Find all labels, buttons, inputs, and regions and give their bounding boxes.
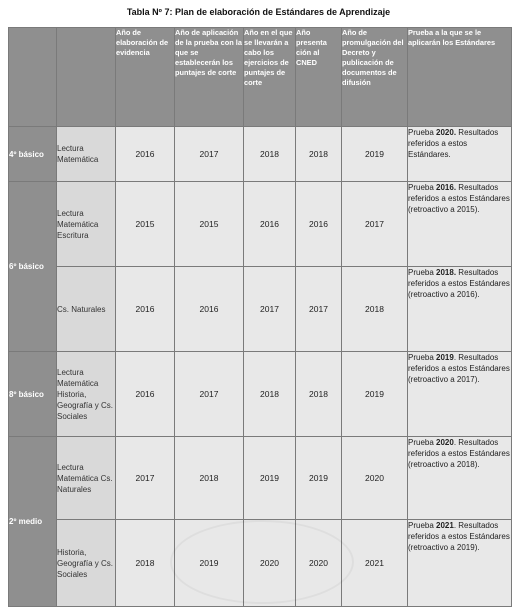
table-row — [9, 437, 512, 520]
cned-year-cell: 2016 — [296, 182, 342, 267]
cutoff-year-cell: 2020 — [244, 520, 296, 607]
applied-test-cell — [408, 437, 512, 520]
table-row — [9, 267, 512, 352]
note-prefix: Prueba — [408, 128, 437, 137]
grade-cell: 6º básico — [9, 182, 57, 352]
note-year: 2021 — [436, 521, 454, 530]
header-cell-cned-year: Año presenta ción al CNED — [296, 28, 342, 127]
cutoff-year-cell: 2018 — [244, 352, 296, 437]
applied-test-cell — [408, 182, 512, 267]
cutoff-year-cell: 2017 — [244, 267, 296, 352]
evidence-year-cell: 2016 — [116, 127, 175, 182]
subject-cell: Historia, Geografía y Cs. Sociales — [57, 520, 116, 607]
note-prefix: Prueba — [408, 521, 437, 530]
decree-year-cell: 2019 — [342, 352, 408, 437]
header-cell-decree-year: Año de promulgación del Decreto y publicación de documentos de difusión — [342, 28, 408, 127]
header-row — [9, 28, 512, 127]
cned-year-cell: 2019 — [296, 437, 342, 520]
note-suffix: Resultados referidos a estos Estándares (retroactivo a 2015). — [408, 183, 510, 214]
header-cell-applied-test: Prueba a la que se le aplicarán los Estándares — [408, 28, 512, 127]
decree-year-cell: 2020 — [342, 437, 408, 520]
grade-cell: 2º medio — [9, 437, 57, 607]
applied-test-cell — [408, 127, 512, 182]
grade-cell: 4º básico — [9, 127, 57, 182]
subject-cell: Lectura Matemática Cs. Naturales — [57, 437, 116, 520]
header-cell-subject — [57, 28, 116, 127]
cned-year-cell: 2017 — [296, 267, 342, 352]
note-year: 2016. — [436, 183, 457, 192]
table-row — [9, 127, 512, 182]
subject-cell: Cs. Naturales — [57, 267, 116, 352]
application-year-cell: 2015 — [175, 182, 244, 267]
evidence-year-cell: 2018 — [116, 520, 175, 607]
decree-year-cell: 2018 — [342, 267, 408, 352]
applied-test-cell — [408, 267, 512, 352]
cned-year-cell: 2018 — [296, 352, 342, 437]
note-year: 2018. — [436, 268, 457, 277]
subject-cell: Lectura Matemática — [57, 127, 116, 182]
note-suffix: Resultados referidos a estos Estándares (retroactivo a 2016). — [408, 268, 510, 299]
applied-test-cell — [408, 520, 512, 607]
header-cell-cutoff-year: Año en el que se llevarán a cabo los ejercicios de puntajes de corte — [244, 28, 296, 127]
subject-cell: Lectura Matemática Historia, Geografía y Cs. Sociales — [57, 352, 116, 437]
application-year-cell: 2017 — [175, 352, 244, 437]
table-row — [9, 520, 512, 607]
application-year-cell: 2019 — [175, 520, 244, 607]
note-prefix: Prueba — [408, 353, 437, 362]
decree-year-cell: 2017 — [342, 182, 408, 267]
header-cell-application-year: Año de aplicación de la prueba con la que se establecerán los puntajes de corte — [175, 28, 244, 127]
table-row — [9, 352, 512, 437]
cutoff-year-cell: 2018 — [244, 127, 296, 182]
note-prefix: Prueba — [408, 268, 437, 277]
header-cell-evidence-year: Año de elaboración de evidencia — [116, 28, 175, 127]
note-year: 2019 — [436, 353, 454, 362]
note-year: 2020. — [436, 128, 457, 137]
application-year-cell: 2017 — [175, 127, 244, 182]
note-year: 2020 — [436, 438, 454, 447]
grade-cell: 8º básico — [9, 352, 57, 437]
applied-test-cell — [408, 352, 512, 437]
note-prefix: Prueba — [408, 438, 437, 447]
application-year-cell: 2018 — [175, 437, 244, 520]
header-cell-grade — [9, 28, 57, 127]
standards-plan-table — [8, 27, 512, 607]
decree-year-cell: 2019 — [342, 127, 408, 182]
subject-cell: Lectura Matemática Escritura — [57, 182, 116, 267]
evidence-year-cell: 2016 — [116, 352, 175, 437]
decree-year-cell: 2021 — [342, 520, 408, 607]
evidence-year-cell: 2017 — [116, 437, 175, 520]
application-year-cell: 2016 — [175, 267, 244, 352]
table-row — [9, 182, 512, 267]
note-suffix: . Resultados referidos a estos Estándares (retroactivo a 2017). — [408, 353, 510, 384]
note-suffix: Resultados referidos a estos Estándares. — [408, 128, 499, 159]
evidence-year-cell: 2015 — [116, 182, 175, 267]
table-title: Tabla Nº 7: Plan de elaboración de Estándares de Aprendizaje — [126, 7, 391, 17]
cutoff-year-cell: 2016 — [244, 182, 296, 267]
note-suffix: . Resultados referidos a estos Estándares (retroactivo a 2019). — [408, 521, 510, 552]
evidence-year-cell: 2016 — [116, 267, 175, 352]
cutoff-year-cell: 2019 — [244, 437, 296, 520]
note-suffix: . Resultados referidos a estos Estándares (retroactivo a 2018). — [408, 438, 510, 469]
cned-year-cell: 2020 — [296, 520, 342, 607]
cned-year-cell: 2018 — [296, 127, 342, 182]
note-prefix: Prueba — [408, 183, 437, 192]
